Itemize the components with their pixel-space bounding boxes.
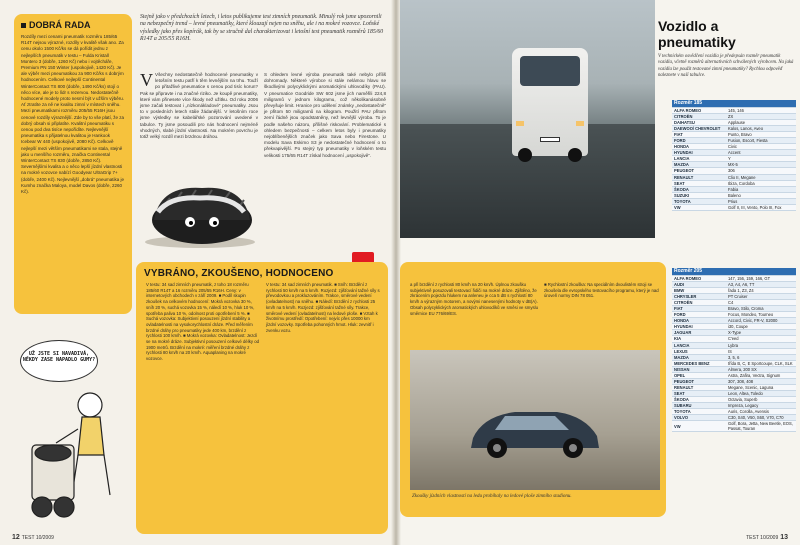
car-models-cell: Astra, Zafira, Vectra, Signum [726,372,796,378]
car-models-cell: C30, S40, V50, S60, V70, C70 [726,415,796,421]
table-row [672,421,796,432]
table-header-cell: Rozměr 205 [672,268,796,276]
car-models-cell: řada 1, Z3, Z4 [726,288,796,294]
car-brand-cell: OPEL [672,372,726,378]
van-headlight [516,121,524,126]
methodology-column-2: V testu: 34 sad zimních pneumatik. ■ Sníh: Brzdění z rychlosti 50 km/h na 5 km/h. Rozjezd: zjišťování tažné síly s převodovkou a prokluzováním. Trakce, směrové vedení (ovladatelnost) na sněhu. ■ Náledí: Brzdění z rychlosti 25 km/h na 5 km/h. Rozjezd: zjišťování tažné síly. Trakce, směrové vedení (ovladatelnost) na ledové ploše. ■ Vztah k životnímu prostředí: Opotřebení: nejvíc přes 10000 km jízdní vozovky. Spotřeba pohonných hmot. Hluk: zevnitř i zvenku vozu. [266,282,380,333]
car-models-cell: třída B, C, E Sportcoupe, CLK, SLK [726,360,796,366]
car-models-cell: Clio II, Megane [726,174,796,180]
car-brand-cell: SEAT [672,390,726,396]
methodology-title: VYBRÁNO, ZKOUŠENO, HODNOCENO [144,268,334,279]
car-brand-cell: FORD [672,312,726,318]
car-models-cell: Bravo, Stilo, Croma [726,306,796,312]
car-models-cell: Accord, Civic, FR-V, S2000 [726,318,796,324]
info-column-1: a při brzdění z rychlosti 80 km/h na 20 km/h. Úplnou zkoušku subjektivně posuzovali testovací řidiči na mokré dráze. Zjištěno, že zkrácením pojezdu hlukem na anleneu je cca 5 dB s rychlostí 80 km/h a výrazným motorem, a novými nanesenými hodnoty v dB(A). Obsah polycyklických aromatických uhlovodíků ve směsi ve smyslu směrnice EU 776/69/ES. [410,282,538,316]
car-brand-cell: CHRYSLER [672,294,726,300]
car-models-cell: C'eed [726,336,796,342]
car-brand-cell: AUDI [672,282,726,288]
car-brand-cell: TOYOTA [672,409,726,415]
van-on-snowy-road-photo [400,0,655,238]
van-window [520,56,580,86]
methodology-column-1: V testu: 34 sad zimních pneumatik, z toho 18 rozměru 185/60 R14T a 16 rozměru 205/55 R16H. Ceny: v internetových obchodech v září 2009. ■ Podíl skupin zkoušek na celkovém hodnocení: Mokrá vozovka 30 %, sníh 20 %, suchá vozovka 15 %, náledí 10 %, hluk 10 %, spotřeba paliva 10 %, odolnost proti opotřebení 5 %. ■ Suchá vozovka: Subjektivní posouzení jízdní stability a ovladatelnosti na vysokorychlostní dráze. Před měřením brzdné dráhy pro pneumatiky jede 400 km, brzdění z rychlosti 100 km/h. ■ Mokrá vozovka: Ovladatelnost: Jezdí se na mokré dráze. Subjektivní posouzení celkové délky od 1900 metrů. Brzdění na mokré: měření brzdné dráhy z rychlosti 80 km/h na 20 km/h. Aquaplaning na mokré vozovce. [146,282,259,362]
table-header [672,100,796,108]
car-models-cell: 147, 156, 159, 166, GT [726,276,796,282]
car-models-cell: Civic [726,144,796,150]
car-brand-cell: FIAT [672,132,726,138]
car-brand-cell: CITROËN [672,300,726,306]
car-models-cell: A3, A4, A6, TT [726,282,796,288]
car-models-cell: Fusion, Escort, Fiesta [726,138,796,144]
car-brand-cell: CITROËN [672,114,726,120]
article-column-2: S ohledem levné výroba pneumatik také nebylo příliš dohromady. Některé výrobce si stále nelámou hlavu se škodlivými polycyklickými aromatickými uhlovodíky (PAU). V pneumatice Goodride SW 602 jsme jich naměřili 224,8 miligramů v jednom kilogramu, což několikanásobně převyšuje limit. Hranice pro udělení známky „nedostatečně“ je přitom 50 miligramů na kilogram. Použití PAU přitom zemí řádně jsou opodstatněny, než levnější výroba. To je podle našeho názoru, přílišné riskování. Problematické s ohledem bezpečnosti – celkem letos byly i pneumatiky nejoblíbenějších značek jako Sava nebo Firestone. U modelu Sava Eskimo S3 je nedostatečné hodnocení o to překvapivější. Po stejný typ pneumatiky v loňském testu velikosti 175/65 R14T získal hodnocení „uspokojivě“. [264,72,386,158]
tire-185-vehicle-table [672,100,796,211]
car-brand-cell: JAGUAR [672,330,726,336]
car-brand-cell: ALFA ROMEO [672,108,726,114]
car-models-cell: Ibiza, Cordoba [726,180,796,186]
car-models-cell: PT Cruiser [726,294,796,300]
table-row [672,360,796,366]
car-brand-cell: HYUNDAI [672,150,726,156]
car-models-cell: Golf II, III, Vento, Polo III, Fox [726,204,796,210]
footer-left: TEST 10/2009 [21,535,54,541]
van-wheel [568,148,582,162]
car-models-cell: Accent [726,150,796,156]
car-brand-cell: SEAT [672,180,726,186]
car-brand-cell: MAZDA [672,162,726,168]
car-brand-cell: ALFA ROMEO [672,276,726,282]
car-brand-cell: VOLVO [672,415,726,421]
car-brand-cell: MERCEDES BENZ [672,360,726,366]
car-models-cell: Leon, Altea, Toledo [726,390,796,396]
photo-caption: Zkoušky jízdních vlastností na ledu probíhaly na ledové ploše zimního stadionu. [412,494,572,499]
car-models-cell: MX-5 [726,162,796,168]
car-brand-cell: HONDA [672,318,726,324]
car-models-cell: Almera, 200 SX [726,366,796,372]
footer-right: TEST 10/2009 [746,535,779,541]
tire-205-vehicle-table [672,268,796,432]
car-models-cell: Punto, Bravo [726,132,796,138]
car-models-cell: C4 [726,300,796,306]
table-header-cell: Rozměr 185 [672,100,796,108]
car-brand-cell: PEUGEOT [672,378,726,384]
tip-box [14,14,132,314]
car-brand-cell: MAZDA [672,354,726,360]
car-models-cell: Prius [726,198,796,204]
car-models-cell: Fabia [726,186,796,192]
car-models-cell: Y [726,156,796,162]
page-number-left-value: 12 [12,534,20,541]
car-brand-cell: RENAULT [672,174,726,180]
vehicle-sidebar-text: V technickém osvědčení vozidla je předepsán rozměr pneumatik vozidla, včetně rozměrů alternativních schválených výrobcem. Na jaká vozidla lze použít testované zimní pneumatiky? Rychlou odpověď naleznete v naší tabulce. [658,54,794,79]
page-number-left [12,534,54,541]
car-brand-cell: ŠKODA [672,396,726,402]
car-models-cell: Golf, Bora, Jetta, New Beetle, EOS, Passat, Touran [726,421,796,432]
article-column-1 [140,72,258,140]
car-brand-cell: LANCIA [672,156,726,162]
car-brand-cell: LANCIA [672,342,726,348]
car-models-cell: Auris, Corolla, Avensis [726,409,796,415]
car-brand-cell: RENAULT [672,384,726,390]
car-brand-cell: TOYOTA [672,198,726,204]
drop-cap: V [140,70,153,90]
car-models-cell: Baleno [726,192,796,198]
car-brand-cell: NISSAN [672,366,726,372]
car-models-cell: i30, Coupe [726,324,796,330]
van-headlight [576,121,584,126]
car-models-cell: 145, 146 [726,108,796,114]
test-car [465,398,605,460]
car-models-cell: Octavia, Superb [726,396,796,402]
car-brand-cell: HYUNDAI [672,324,726,330]
article-column-1-text: Všechny nedostatečně hodnocené pneumatiky v letošním testu patří k těm levnějším na trhu. Touží po přitažlivé pneumatice s cenou pod tisíc korun? Pak se připravte i na značné riziko. Je koupě pneumatiky, které vám přinesete více škody než užitku. Od roku 2006 jsme začali testovat i „nízkonákladové“ pneumatiky. Jsou to v posledních letech stále žádanější. V letošním roce jsme výsledky se kabelářské pozorování uvedené v tabulce. Ty jsme posoudili pro nás hodnocení nejméně vhodných, slabé jízdní vlastnosti. Na mokrém povrchu je totiž velký rozdíl mezi brzdnou dráhou. [140,72,258,140]
car-brand-cell: ŠKODA [672,186,726,192]
car-models-cell: Applause [726,120,796,126]
article-intro: Stejně jako v předchozích letech, i letos publikujeme test zimních pneumatik. Minulý rok jsme upozornili na nebezpečný trend – levné pneumatiky, které klouzají nejen na sněhu, ale i na mokré vozovce. Loňské výsledky jako přes kopírák, tak by se stručně dal charakterizovat i letošní test pneumatik rozměrů 185/60 R14T a 205/55 R16H. [140,14,384,43]
speech-bubble: UŽ JSTE SI NAVADIVÁ, NĚKDY ZASE NAPADLO GUMY? [20,340,98,382]
tip-title [21,20,125,30]
car-brand-cell: HONDA [672,144,726,150]
info-column-2: ■ Rychlostní zkouška: Na speciálním dvoulistém stroji se zkoušela dle evropského testovacího programu, který je nad úroveň normy DIN 78 051. [544,282,659,299]
car-models-cell: Focus, Mondeo, Tourneo [726,312,796,318]
car-brand-cell: DAEWOO/ CHEVROLET [672,126,726,132]
bullet-square-icon [21,23,26,28]
car-models-cell: ZX [726,114,796,120]
car-models-cell: X-Type [726,330,796,336]
van [512,48,588,156]
license-plate [540,137,560,142]
car-brand-cell: FIAT [672,306,726,312]
car-brand-cell: PEUGEOT [672,168,726,174]
tip-text: Rozdíly mezi cenami pneumatik rozměru 185/65 R14T nejsou výrazné, rozdíly v kvalitě však ano. Za cenu okolo 1500 Kč/ks se dá pořídit jednu z nejlepších pneumatik v testu – Fulda Kristall Montero 3 (dobře, 1260 Kč) nebo i vojtěcháře, Premium PN 150 Winter (uspokojivě, 1420 Kč). Je ale výběr mezi pneumatikou za 900 Kč/ks s dobrým hodnocením. Celkové nejlepší Continental WinterContact TS 800 (dobře, 1490 Kč/ks) stojí o něco více, ale je to lídr s rezervou. Nedostatečně hodnocené modely proto nesmí být v užším výběru. Ať ztratíte za ně ne kvalitu zimní v místech sněhu. Mezi pneumatikami rozměru 205/55 R16H jsou cenové rozdíly výraznější. Zde by to vše platí, že za dobrý obsah si připlatíte. Kvalitní pneumatiku s cenou pod dva tisíce nepořídíte. Nejlevnější pneumatika s přijatelnou kvalitou je Hankook Icebear W 440 (uspokojivě, 2080 Kč). Celkově nejlepší mezi větším pneumatikami se stala, stejně jako u menšího rozměru, značka Continental WinterContact TS 830 (dobře, 2850 Kč). Severnějšími kvalita a o něco lepší jízdní vlastnosti na mokré vozovce nabízí Goodyear UltraGrip 7+ (dobře, 2400 Kč). Nejlevnější „dobrá“ pneumatika je Kumho značka Maloya, model Davos (dobře, 2260 Kč). [21,34,125,195]
car-models-cell: 3, 5, 6 [726,354,796,360]
tire-illustration [140,150,260,250]
car-brand-cell: DAIHATSU [672,120,726,126]
vehicle-sidebar-title: Vozidlo a pneumatiky [658,18,736,50]
car-brand-cell: LEXUS [672,348,726,354]
car-models-cell: 306 [726,168,796,174]
car-models-cell: Megane, Scenic, Laguna [726,384,796,390]
table-header [672,268,796,276]
car-brand-cell: BMW [672,288,726,294]
car-models-cell: 307, 308, 408 [726,378,796,384]
table-row [672,204,796,210]
page-number-right [746,534,788,541]
car-models-cell: IS [726,348,796,354]
page-number-right-value: 13 [780,534,788,541]
vehicle-sidebar [658,18,796,80]
car-brand-cell: SUZUKI [672,192,726,198]
car-brand-cell: KIA [672,336,726,342]
van-wheel [518,148,532,162]
car-brand-cell: VW [672,204,726,210]
car-brand-cell: SUBARU [672,402,726,408]
tip-title-text: DOBRÁ RADA [29,20,91,30]
car-brand-cell: VW [672,421,726,432]
car-models-cell: Impreza, Legacy [726,402,796,408]
car-models-cell: Kalos, Lanos, Aveo [726,126,796,132]
car-models-cell: Lybra [726,342,796,348]
car-brand-cell: FORD [672,138,726,144]
ice-test-photo [410,350,660,490]
